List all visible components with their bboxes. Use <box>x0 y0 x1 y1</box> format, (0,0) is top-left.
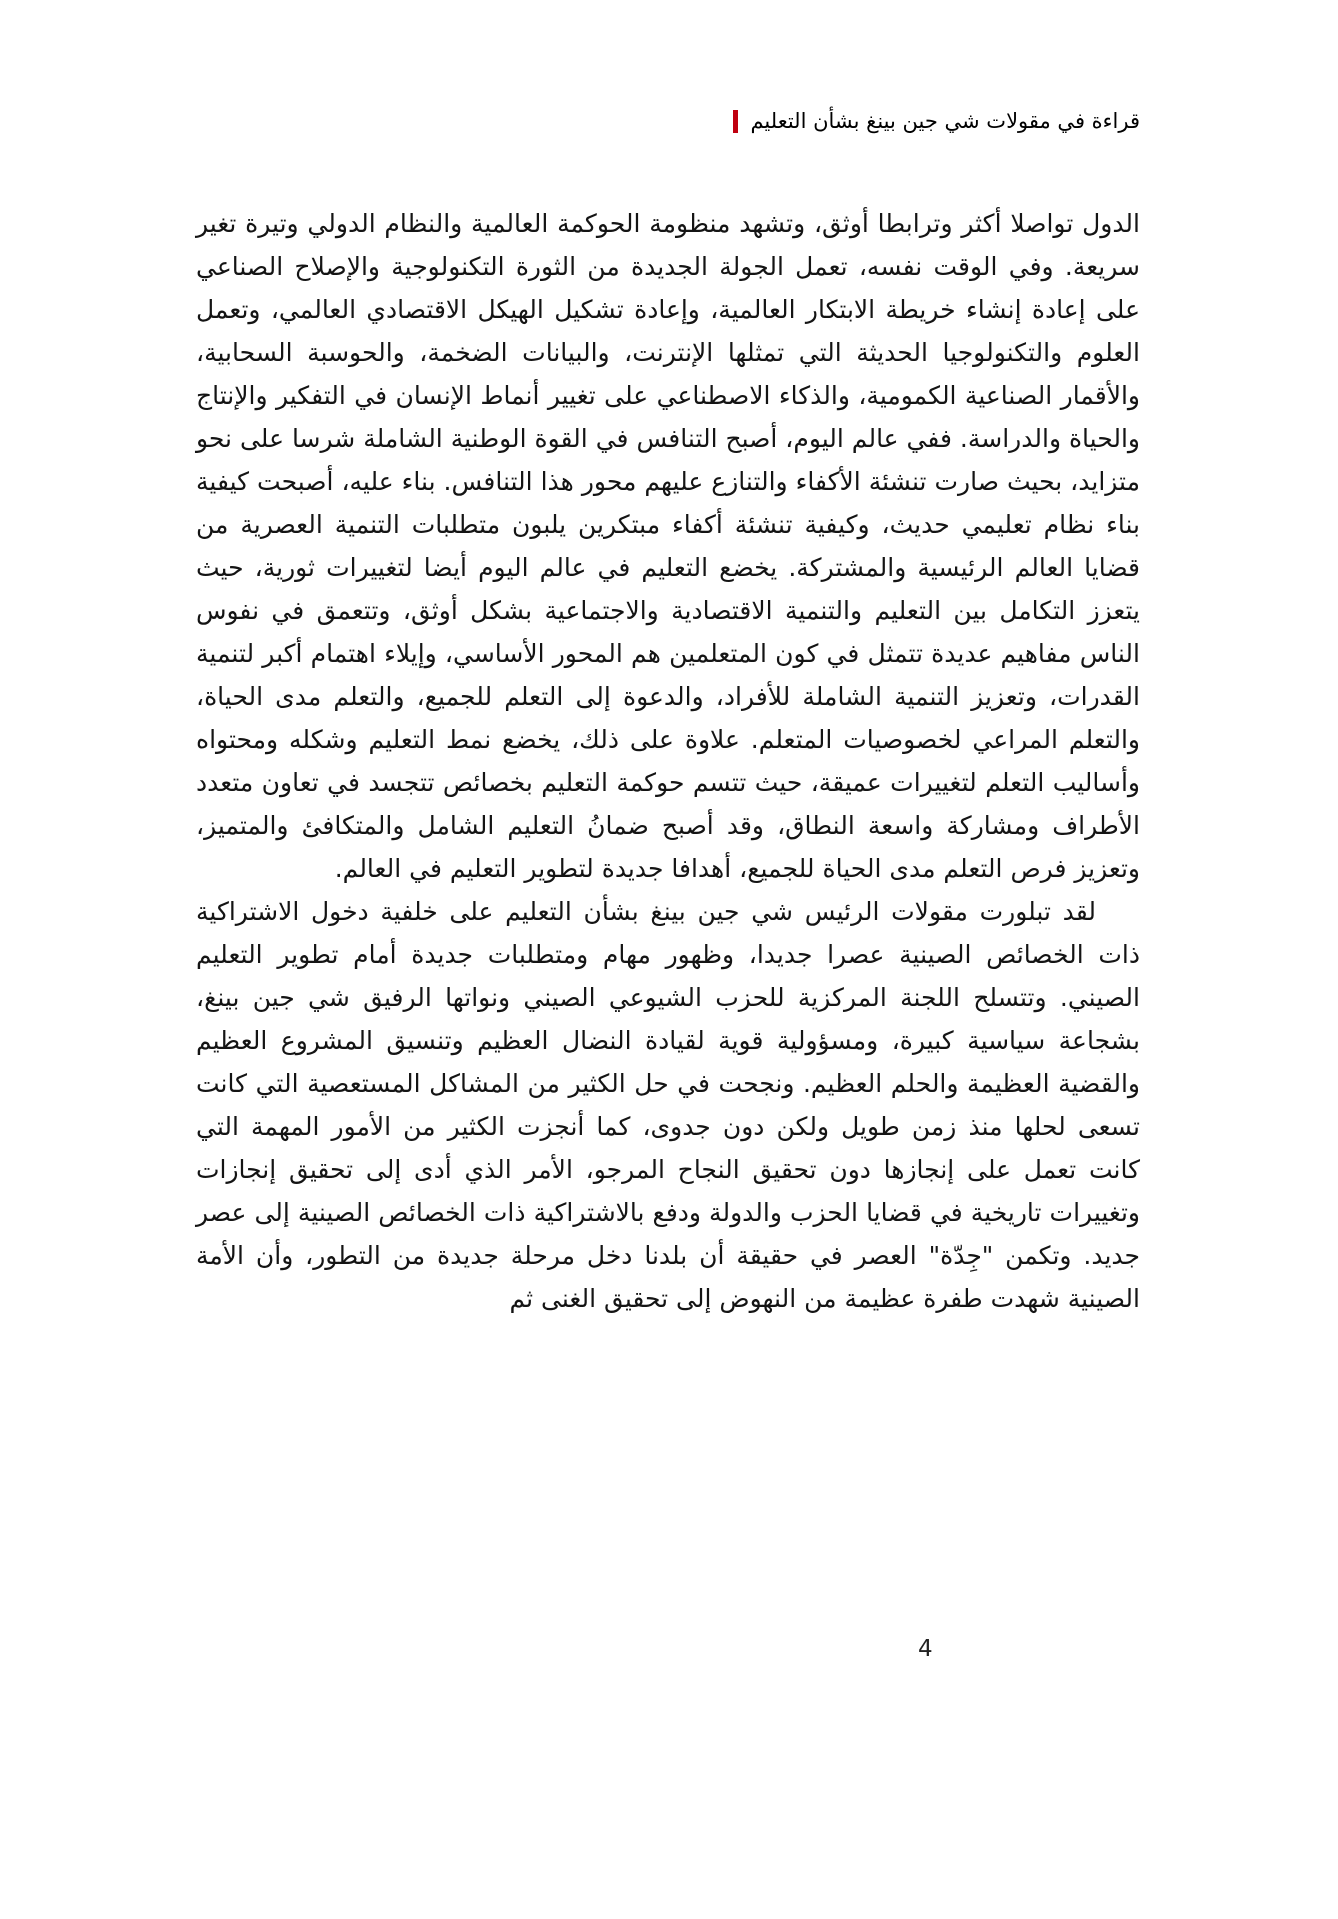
paragraph: لقد تبلورت مقولات الرئيس شي جين بينغ بشأن التعليم على خلفية دخول الاشتراكية ذات الخصائص الصينية عصرا جديدا، وظهور مهام ومتطلبات جديدة أمام تطوير التعليم الصيني. وتتسلح اللجنة المركزية للحزب الشيوعي الصيني ونواتها الرفيق شي جين بينغ، بشجاعة سياسية كبيرة، ومسؤولية قوية لقيادة النضال العظيم وتنسيق المشروع العظيم والقضية العظيمة والحلم العظيم. ونجحت في حل الكثير من المشاكل المستعصية التي كانت تسعى لحلها منذ زمن طويل ولكن دون جدوى، كما أنجزت الكثير من الأمور المهمة التي كانت تعمل على إنجازها دون تحقيق النجاح المرجو، الأمر الذي أدى إلى تحقيق إنجازات وتغييرات تاريخية في قضايا الحزب والدولة ودفع بالاشتراكية ذات الخصائص الصينية إلى عصر جديد. وتكمن "جِدّة" العصر في حقيقة أن بلدنا دخل مرحلة جديدة من التطور، وأن الأمة الصينية شهدت طفرة عظيمة من النهوض إلى تحقيق الغنى ثم <box>196 897 1140 1313</box>
paragraph: الدول تواصلا أكثر وترابطا أوثق، وتشهد منظومة الحوكمة العالمية والنظام الدولي وتيرة تغير سريعة. وفي الوقت نفسه، تعمل الجولة الجديدة من الثورة التكنولوجية والإصلاح الصناعي على إعادة إنشاء خريطة الابتكار العالمية، وإعادة تشكيل الهيكل الاقتصادي العالمي، وتعمل العلوم والتكنولوجيا الحديثة التي تمثلها الإنترنت، والبيانات الضخمة، والحوسبة السحابية، والأقمار الصناعية الكمومية، والذكاء الاصطناعي على تغيير أنماط الإنسان في التفكير والإنتاج والحياة والدراسة. ففي عالم اليوم، أصبح التنافس في القوة الوطنية الشاملة شرسا على نحو متزايد، بحيث صارت تنشئة الأكفاء والتنازع عليهم محور هذا التنافس. بناء عليه، أصبحت كيفية بناء نظام تعليمي حديث، وكيفية تنشئة أكفاء مبتكرين يلبون متطلبات التنمية العصرية من قضايا العالم الرئيسية والمشتركة. يخضع التعليم في عالم اليوم أيضا لتغييرات ثورية، حيث يتعزز التكامل بين التعليم والتنمية الاقتصادية والاجتماعية بشكل أوثق، وتتعمق في نفوس الناس مفاهيم عديدة تتمثل في كون المتعلمين هم المحور الأساسي، وإيلاء اهتمام أكبر لتنمية القدرات، وتعزيز التنمية الشاملة للأفراد، والدعوة إلى التعلم للجميع، والتعلم مدى الحياة، والتعلم المراعي لخصوصيات المتعلم. علاوة على ذلك، يخضع نمط التعليم وشكله ومحتواه وأساليب التعلم لتغييرات عميقة، حيث تتسم حوكمة التعليم بخصائص تتجسد في تعاون متعدد الأطراف ومشاركة واسعة النطاق، وقد أصبح ضمانُ التعليم الشامل والمتكافئ والمتميز، وتعزيز فرص التعلم مدى الحياة للجميع، أهدافا جديدة لتطوير التعليم في العالم. <box>196 209 1140 883</box>
header-marker-bar <box>733 110 738 133</box>
body-text <box>196 202 1140 1320</box>
running-head-title: قراءة في مقولات شي جين بينغ بشأن التعليم <box>750 109 1140 133</box>
page-header <box>733 106 1140 136</box>
page-number: 4 <box>918 1636 933 1662</box>
